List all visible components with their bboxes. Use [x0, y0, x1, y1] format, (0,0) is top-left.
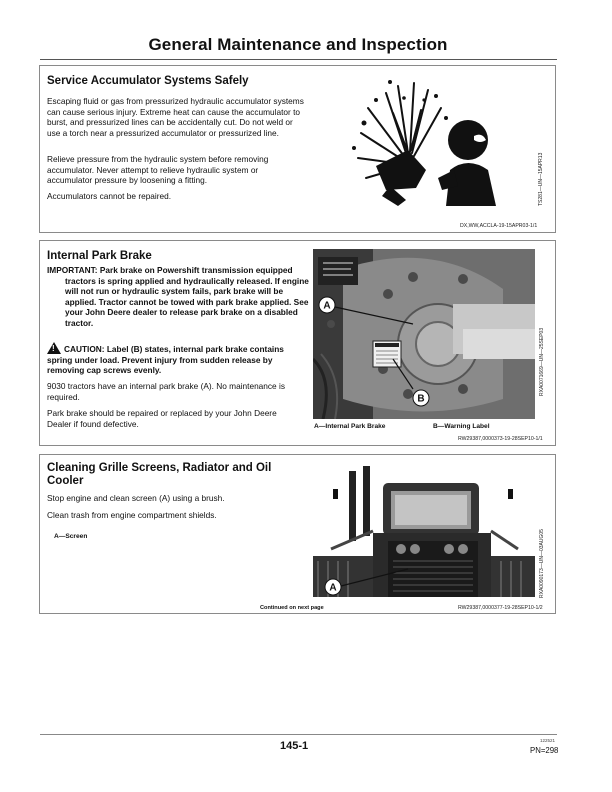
callout-b-label: B — [417, 393, 425, 405]
tractor-front-photo — [313, 461, 535, 597]
accumulator-burst-illustration — [346, 78, 526, 208]
callout-a-label: A — [329, 582, 337, 594]
reference-code: RW29387,0000377-19-28SEP10-1/2 — [458, 605, 543, 611]
image-code: RXA0090173—UN—03AUG05 — [539, 529, 545, 598]
caption-b: B—Warning Label — [433, 423, 490, 430]
caution-notice — [47, 342, 292, 376]
section-title: Internal Park Brake — [47, 250, 152, 262]
image-code: TS281—UN—15APR13 — [538, 152, 544, 206]
section-grille — [39, 454, 556, 614]
image-code: RXA0071669—UN—25SEP03 — [539, 327, 545, 396]
park-brake-photo — [313, 249, 535, 419]
section-title: Cleaning Grille Screens, Radiator and Oil Cooler — [47, 462, 272, 487]
paragraph: Clean trash from engine compartment shields. — [47, 510, 217, 520]
page-number: 145-1 — [280, 740, 309, 752]
continued-note: Continued on next page — [260, 605, 324, 611]
title-divider — [40, 59, 557, 60]
paragraph: Accumulators cannot be repaired. — [47, 191, 172, 201]
section-park-brake — [39, 240, 556, 446]
reference-code: DX,WW,ACCLA-19-15APR03-1/1 — [460, 223, 538, 229]
footer-divider — [40, 734, 557, 735]
paragraph: Escaping fluid or gas from pressurized hydraulic accumulator systems can cause serious injury. Extreme heat can cause the accumulator to burst, and pressurized lines can be accidentally cut. Do not weld or use a torch near a pressurized accumulator or pressurized line. — [47, 96, 304, 138]
paragraph: 9030 tractors have an internal park brake (A). No maintenance is required. — [47, 381, 285, 402]
caution-text: CAUTION: Label (B) states, internal park brake contains spring under load. Prevent injury from sudden release by removing cap screws evenly. — [47, 344, 284, 376]
section-accumulator — [39, 65, 556, 233]
paragraph: Park brake should be repaired or replaced by your John Deere Dealer if found defective. — [47, 408, 277, 429]
legend-a: A—Screen — [54, 533, 88, 540]
warning-triangle-icon — [47, 342, 61, 354]
paragraph: Relieve pressure from the hydraulic system before removing accumulator. Never attempt to relieve hydraulic system or accumulator pressure by loosening a fitting. — [47, 154, 269, 186]
callout-a-label: A — [323, 300, 331, 312]
caption-a: A—Internal Park Brake — [314, 423, 386, 430]
paragraph: Stop engine and clean screen (A) using a brush. — [47, 493, 225, 503]
reference-code: RW29387,0000373-19-28SEP10-1/1 — [458, 436, 543, 442]
pn-number: PN=298 — [530, 746, 559, 755]
page-title: General Maintenance and Inspection — [148, 35, 448, 54]
section-title: Service Accumulator Systems Safely — [47, 75, 249, 87]
footer-code: 122521 — [540, 738, 556, 743]
important-notice: IMPORTANT: Park brake on Powershift transmission equipped tractors is spring applied and hydraulically released. If engine will not run or hydraulic system fails, park brake will be applied. Tractor cannot be towed with park brake applied. See your John Deere dealer to release park brake on a disabled tractor. — [47, 265, 309, 328]
